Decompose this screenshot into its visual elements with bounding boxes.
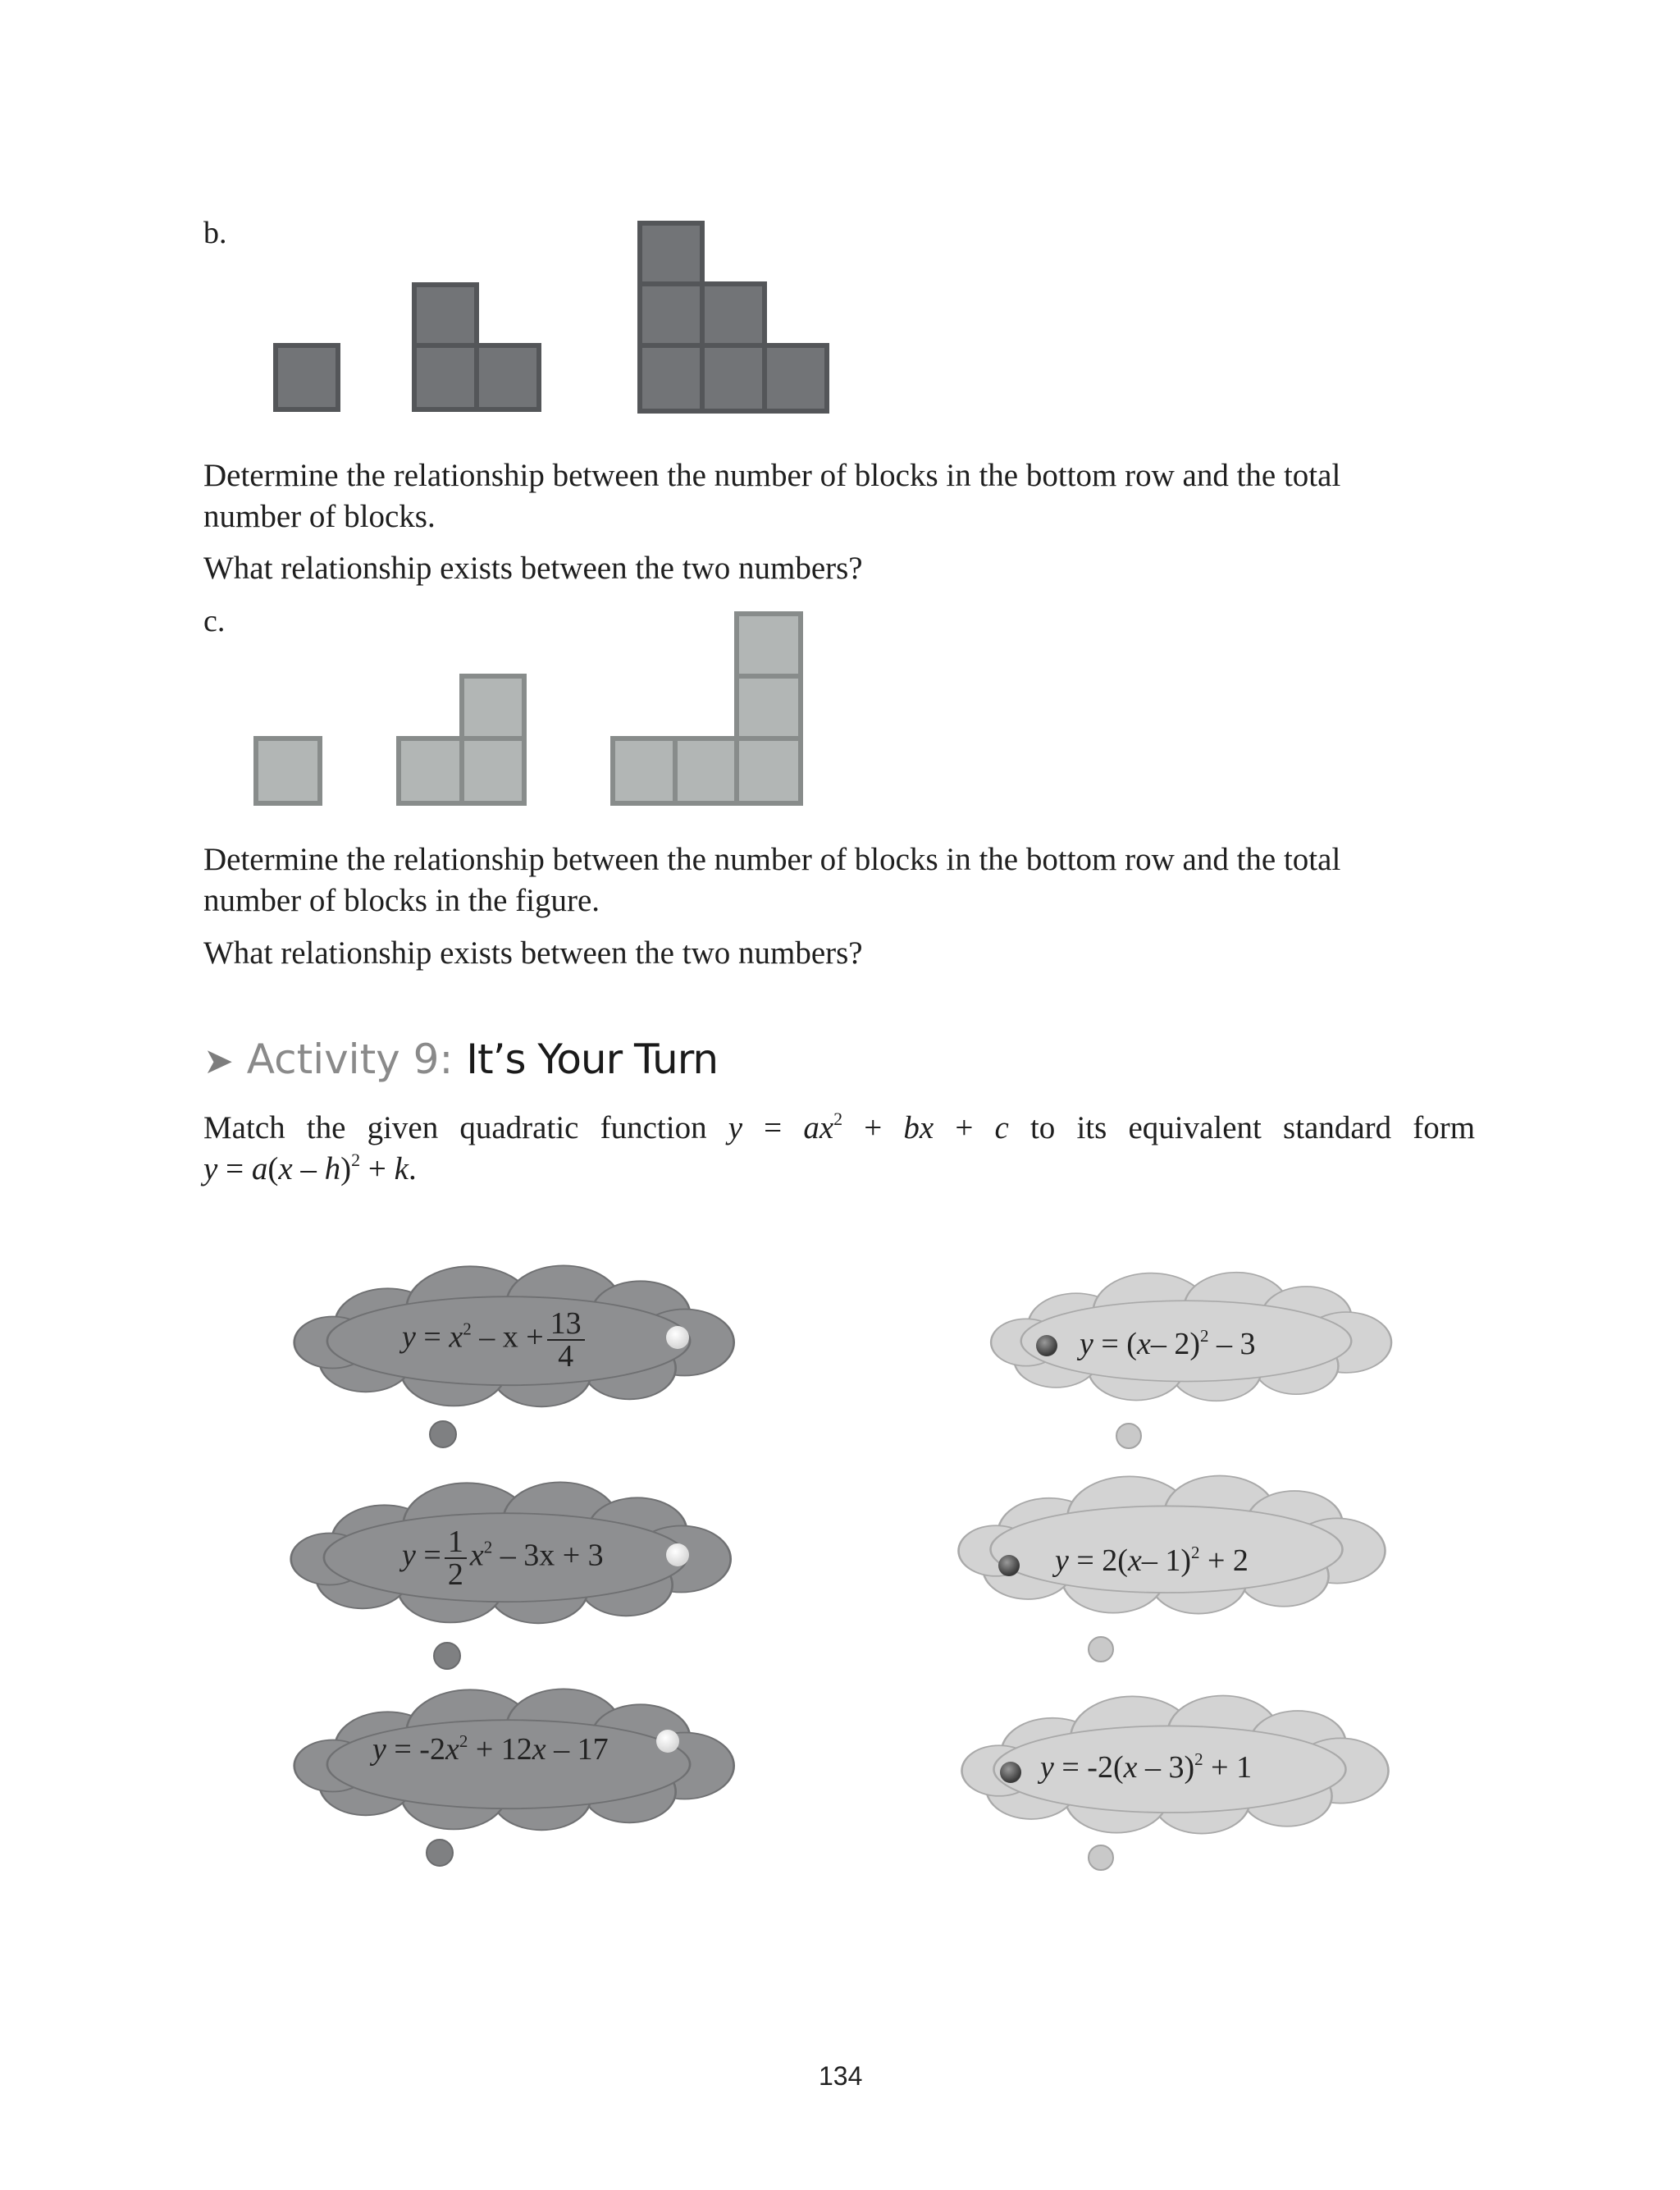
question-b-line2: number of blocks. bbox=[203, 499, 436, 534]
connector-dot[interactable] bbox=[666, 1543, 689, 1566]
block bbox=[637, 343, 705, 414]
right-equation-3[interactable]: y = -2(x – 3)$^2$ + 1 bbox=[1040, 1749, 1253, 1785]
activity-number: Activity 9: bbox=[246, 1036, 454, 1083]
block bbox=[637, 221, 705, 286]
general-form-ax2: $ax^2$ bbox=[803, 1109, 843, 1145]
cloud-tail-icon bbox=[1116, 1424, 1141, 1448]
question-b-2: What relationship exists between the two numbers? bbox=[203, 551, 863, 586]
block bbox=[734, 736, 803, 806]
question-c-line2: number of blocks in the figure. bbox=[203, 883, 600, 918]
connector-dot[interactable] bbox=[1036, 1335, 1057, 1356]
instruction-line1 bbox=[203, 1108, 1475, 1149]
right-equation-2[interactable]: y = 2(x– 1)$^2$ + 2 bbox=[1055, 1543, 1249, 1578]
block bbox=[396, 736, 464, 806]
block bbox=[610, 736, 678, 806]
block bbox=[412, 343, 479, 412]
word: the bbox=[306, 1110, 346, 1145]
instruction-line2-standard-form: y = a(x – h)$^2$ + k. bbox=[203, 1150, 417, 1186]
block bbox=[273, 343, 340, 412]
general-form-plus: + bbox=[955, 1110, 974, 1145]
word: Match bbox=[203, 1110, 285, 1145]
cloud-tail-icon bbox=[434, 1643, 460, 1669]
activity-heading bbox=[203, 1036, 718, 1083]
left-equation-2[interactable]: y = $\frac{1}{2}$ $x^2 - 3x + 3$ bbox=[402, 1525, 604, 1592]
word: standard bbox=[1283, 1110, 1392, 1145]
block bbox=[474, 343, 541, 412]
arrow-icon: ➤ bbox=[203, 1040, 234, 1082]
connector-dot[interactable] bbox=[998, 1555, 1020, 1576]
general-form-c: c bbox=[994, 1110, 1009, 1145]
block bbox=[700, 281, 767, 348]
left-equation-1[interactable]: $y = x^2 - x$ + $\frac{13}{4}$ bbox=[402, 1308, 588, 1372]
block bbox=[637, 281, 705, 348]
block bbox=[734, 611, 803, 679]
matching-area bbox=[279, 1239, 1395, 1895]
question-c-2: What relationship exists between the two numbers? bbox=[203, 935, 863, 971]
block bbox=[762, 343, 829, 414]
item-label-c: c. bbox=[203, 604, 226, 638]
cloud-tail-icon bbox=[1089, 1637, 1113, 1662]
cloud-tail-icon bbox=[1089, 1845, 1113, 1870]
connector-dot[interactable] bbox=[1000, 1762, 1021, 1783]
activity-title: It’s Your Turn bbox=[466, 1036, 719, 1083]
question-c-line1: Determine the relationship between the number of blocks in the bottom row and the total bbox=[203, 842, 1341, 877]
word: form bbox=[1413, 1110, 1476, 1145]
word: equivalent bbox=[1128, 1110, 1262, 1145]
word: to bbox=[1029, 1110, 1056, 1145]
block bbox=[459, 736, 527, 806]
page-number: 134 bbox=[819, 2061, 863, 2091]
left-equation-3[interactable]: $y = -2x^2 + 12x - 17$ bbox=[372, 1731, 609, 1767]
block bbox=[412, 282, 479, 348]
cloud-tail-icon bbox=[427, 1840, 453, 1866]
general-form-plus: + bbox=[864, 1110, 883, 1145]
word: its bbox=[1076, 1110, 1107, 1145]
word: quadratic bbox=[459, 1110, 579, 1145]
item-label-b: b. bbox=[203, 216, 227, 250]
block bbox=[673, 736, 739, 806]
question-b bbox=[203, 455, 1475, 537]
cloud-tail-icon bbox=[430, 1421, 456, 1447]
general-form-y: y bbox=[728, 1110, 743, 1145]
connector-dot[interactable] bbox=[666, 1326, 689, 1349]
block bbox=[700, 343, 767, 414]
right-equation-1[interactable]: y = (x– 2)$^2$ – 3 bbox=[1080, 1326, 1256, 1361]
connector-dot[interactable] bbox=[656, 1730, 679, 1753]
block bbox=[253, 736, 322, 806]
block bbox=[459, 674, 527, 741]
question-b-line1: Determine the relationship between the number of blocks in the bottom row and the total bbox=[203, 458, 1341, 493]
general-form-bx: bx bbox=[903, 1110, 934, 1145]
word: given bbox=[367, 1110, 439, 1145]
general-form-eq: = bbox=[764, 1110, 783, 1145]
block bbox=[734, 674, 803, 741]
word: function bbox=[600, 1110, 707, 1145]
question-c bbox=[203, 839, 1475, 921]
